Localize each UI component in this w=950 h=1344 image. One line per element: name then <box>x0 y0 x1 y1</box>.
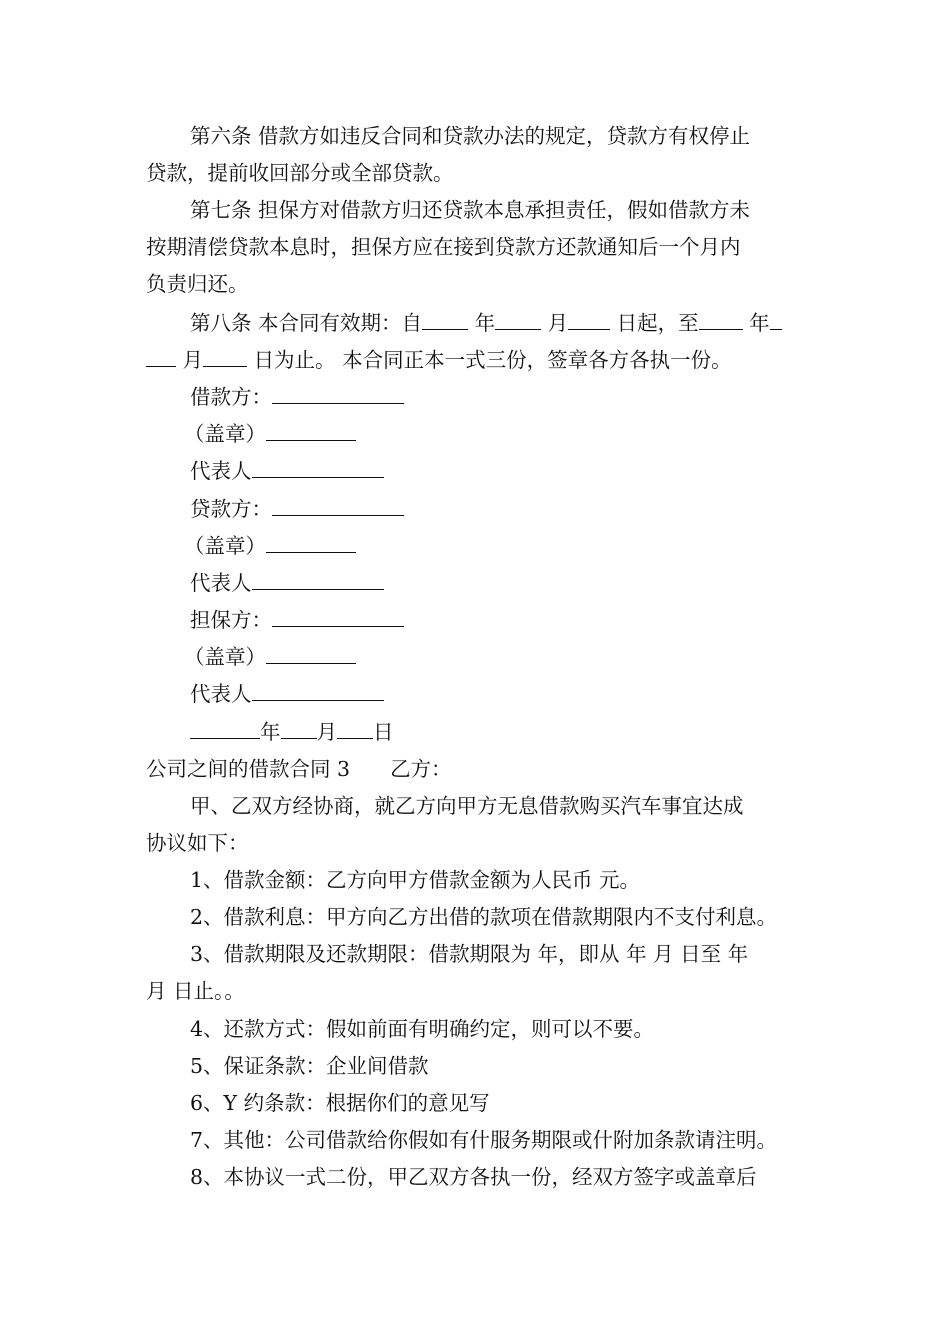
rep-line-2 <box>190 569 384 596</box>
blank <box>770 309 782 330</box>
date-day: 日 <box>373 720 394 744</box>
article8-month2: 月 <box>182 348 204 372</box>
date-blank <box>281 718 317 739</box>
signature-blank <box>272 383 404 404</box>
date-year: 年 <box>260 720 281 744</box>
signature-blank <box>252 569 384 590</box>
blank <box>495 309 541 330</box>
clause-2: 2、借款利息：甲方向乙方出借的款项在借款期限内不支付利息。 <box>190 905 778 929</box>
clause-6: 6、Y 约条款：根据你们的意见写 <box>190 1091 490 1115</box>
article8-line1 <box>190 309 782 336</box>
borrower-line <box>190 383 404 410</box>
guarantor-line <box>190 606 404 633</box>
rep-label: 代表人 <box>190 682 252 706</box>
clause-5: 5、保证条款：企业间借款 <box>190 1054 429 1078</box>
signature-blank <box>252 680 384 701</box>
date-month: 月 <box>316 720 337 744</box>
seal-line-1 <box>184 420 356 447</box>
signature-blank <box>272 495 404 516</box>
article8-month1: 月 <box>547 311 569 335</box>
article8-day2: 日为止。 本合同正本一式三份，签章各方各执一份。 <box>253 348 732 372</box>
blank <box>146 346 176 367</box>
article7-line3: 负责归还。 <box>146 272 249 296</box>
party-b-label: 乙方： <box>390 757 452 781</box>
lender-line <box>190 495 404 522</box>
date-blank <box>190 718 260 739</box>
blank <box>203 346 247 367</box>
date-blank <box>337 718 373 739</box>
blank <box>699 309 743 330</box>
article8-lead: 第八条 本合同有效期：自 <box>190 311 423 335</box>
seal-label: （盖章） <box>184 534 266 558</box>
signature-blank <box>266 643 356 664</box>
rep-label: 代表人 <box>190 571 252 595</box>
contract3-intro-line1: 甲、乙双方经协商，就乙方向甲方无息借款购买汽车事宜达成 <box>190 794 744 818</box>
article8-year2: 年 <box>749 311 770 335</box>
signature-blank <box>266 532 356 553</box>
contract3-heading <box>146 756 452 782</box>
guarantor-label: 担保方： <box>190 608 272 632</box>
signature-blank <box>252 457 384 478</box>
clause-3-line2: 月 日止。。 <box>146 979 245 1003</box>
rep-line-1 <box>190 457 384 484</box>
clause-1: 1、借款金额：乙方向甲方借款金额为人民币 元。 <box>190 868 641 892</box>
article7-line1: 第七条 担保方对借款方归还贷款本息承担责任，假如借款方未 <box>190 198 751 222</box>
seal-label: （盖章） <box>184 645 266 669</box>
rep-line-3 <box>190 680 384 707</box>
article8-year1: 年 <box>474 311 496 335</box>
blank <box>422 309 468 330</box>
rep-label: 代表人 <box>190 459 252 483</box>
clause-7: 7、其他：公司借款给你假如有什服务期限或什附加条款请注明。 <box>190 1128 778 1152</box>
blank <box>568 309 610 330</box>
signature-blank <box>266 420 356 441</box>
seal-line-3 <box>184 643 356 670</box>
signature-blank <box>272 606 404 627</box>
clause-8: 8、本协议一式二份，甲乙双方各执一份，经双方签字或盖章后 <box>190 1165 757 1189</box>
article8-line2 <box>146 346 732 373</box>
contract3-title: 公司之间的借款合同 3 <box>146 757 351 781</box>
article8-day1: 日起，至 <box>616 311 699 335</box>
seal-label: （盖章） <box>184 422 266 446</box>
article6-line1: 第六条 借款方如违反合同和贷款办法的规定，贷款方有权停止 <box>190 124 751 148</box>
lender-label: 贷款方： <box>190 497 272 521</box>
article6-line2: 贷款，提前收回部分或全部贷款。 <box>146 161 454 185</box>
contract3-intro-line2: 协议如下： <box>146 831 249 855</box>
clause-3-line1: 3、借款期限及还款期限：借款期限为 年，即从 年 月 日至 年 <box>190 942 749 966</box>
borrower-label: 借款方： <box>190 385 272 409</box>
seal-line-2 <box>184 532 356 559</box>
clause-4: 4、还款方式：假如前面有明确约定，则可以不要。 <box>190 1017 655 1041</box>
article7-line2: 按期清偿贷款本息时，担保方应在接到贷款方还款通知后一个月内 <box>146 235 741 259</box>
date-line <box>190 718 394 745</box>
